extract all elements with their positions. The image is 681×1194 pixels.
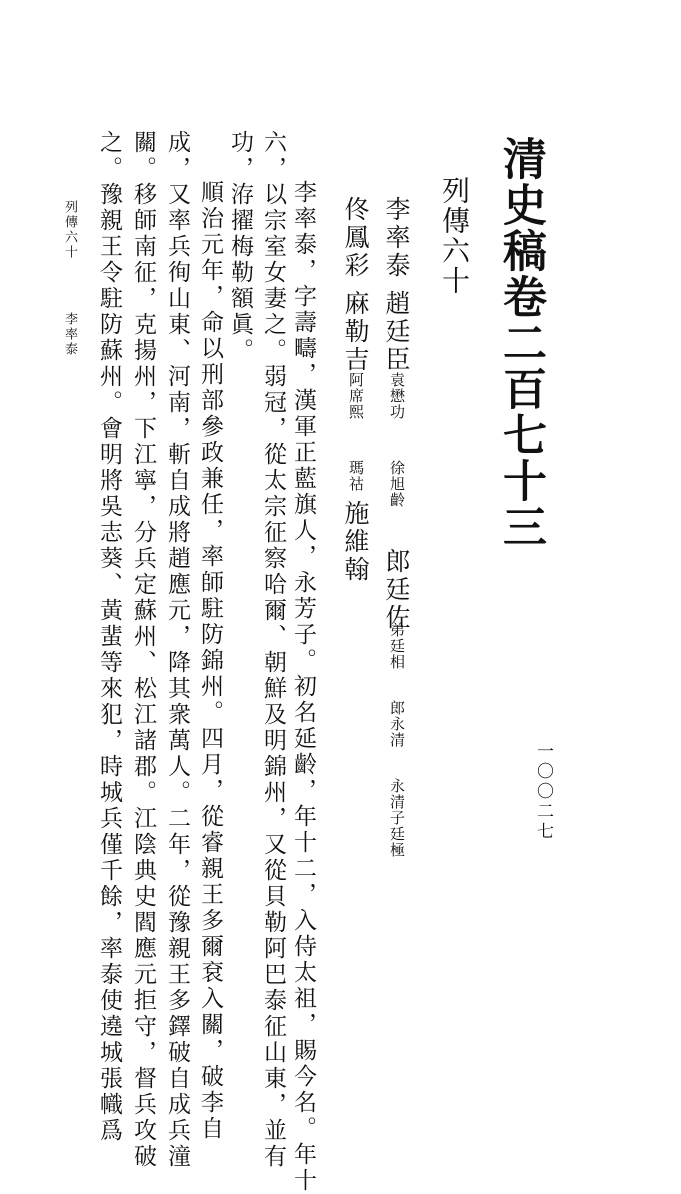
volume-title: 清史稿卷二百七十三 <box>495 136 546 550</box>
index-name-index-row2-1: 麻勒吉 <box>341 290 370 374</box>
body-line-2: 六，以宗室女妻之。弱冠，從太宗征察哈爾、朝鮮及明錦州，又從貝勒阿巴泰征山東，並有 <box>260 130 286 1170</box>
index-name-index-row2-2: 阿席熙 <box>347 372 365 420</box>
footer-chapter: 列傳六十 <box>62 200 77 260</box>
body-line-1: 李率泰，字壽疇，漢軍正藍旗人，永芳子。初名延齡，年十二，入侍太祖，賜今名。年十 <box>290 180 316 1194</box>
body-line-5: 成，又率兵徇山東、河南，斬自成將趙應元，降其衆萬人。二年，從豫親王多鐸破自成兵潼 <box>164 130 190 1170</box>
index-name-index-row1-7: 永清子廷極 <box>388 778 406 858</box>
index-name-index-row1-1: 趙廷臣 <box>382 290 411 374</box>
index-name-index-row2-0: 佟鳳彩 <box>341 196 370 280</box>
body-line-3: 功，洊擢梅勒額眞。 <box>227 130 253 364</box>
index-name-index-row1-0: 李率泰 <box>382 196 411 280</box>
body-line-4: 順治元年，命以刑部參政兼任，率師駐防錦州。四月，從睿親王多爾袞入關，破李自 <box>197 180 223 1142</box>
body-line-7: 之。豫親王令駐防蘇州。會明將吳志葵、黃蜚等來犯，時城兵僅千餘，率泰使遶城張幟爲 <box>96 130 122 1144</box>
index-name-index-row1-3: 徐旭齡 <box>388 460 406 508</box>
index-name-index-row1-2: 袁懋功 <box>388 372 406 420</box>
footer-subject: 李率泰 <box>62 312 77 357</box>
page-number: 一〇〇二七 <box>533 742 553 842</box>
index-name-index-row2-3: 瑪祜 <box>347 460 365 492</box>
index-name-index-row2-4: 施維翰 <box>341 500 370 584</box>
chapter-title: 列傳六十 <box>438 176 471 296</box>
index-name-index-row1-6: 郎永清 <box>388 700 406 748</box>
index-name-index-row1-5: 弟廷相 <box>388 622 406 670</box>
index-name-index-row1-4: 郎廷佐 <box>382 548 411 632</box>
body-line-6: 關。移師南征，克揚州，下江寧，分兵定蘇州、松江諸郡。江陰典史閻應元拒守，督兵攻破 <box>130 130 156 1170</box>
